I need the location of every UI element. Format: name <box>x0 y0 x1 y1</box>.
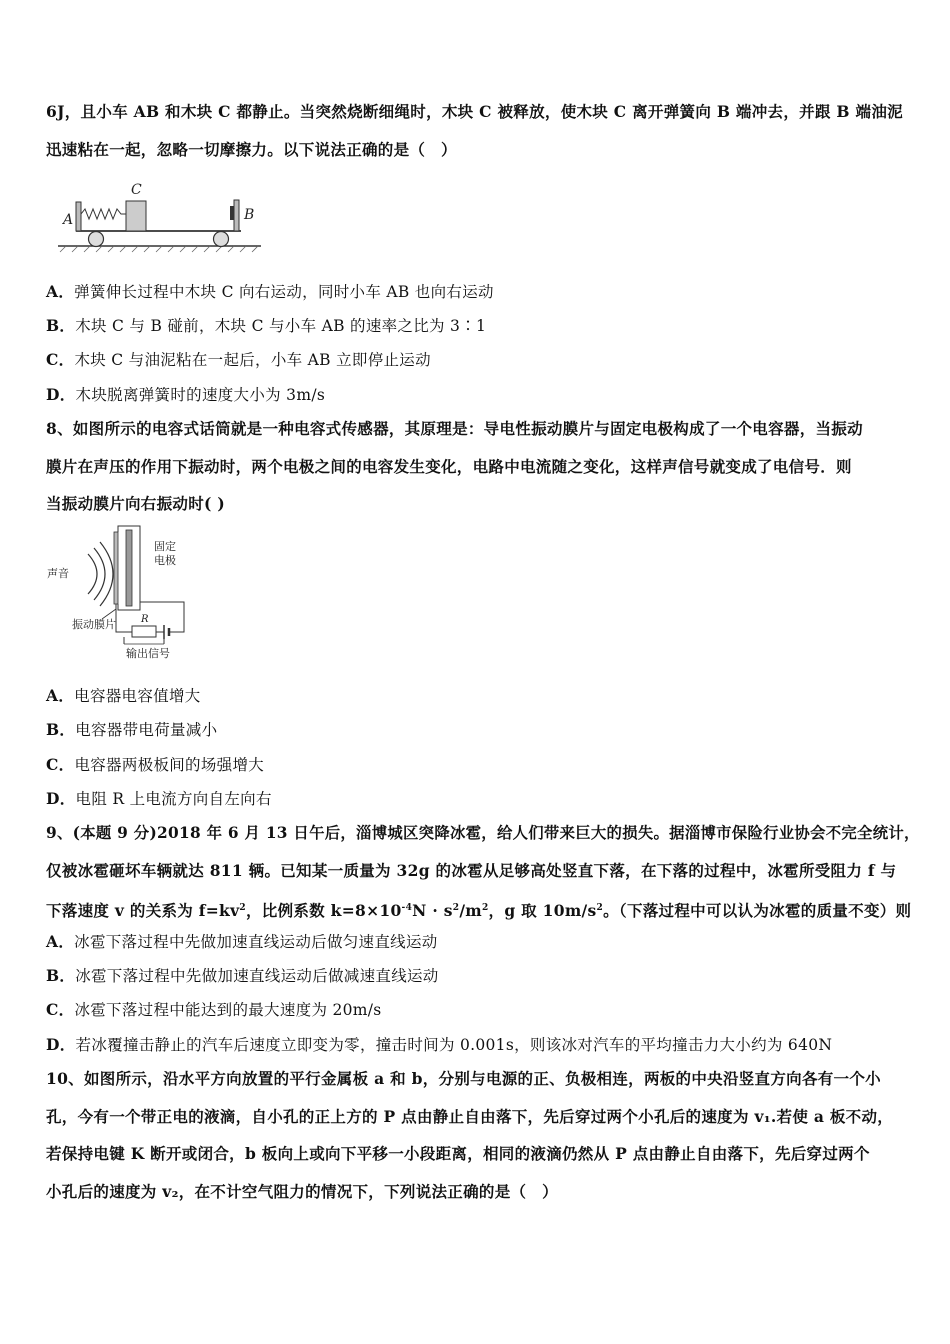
q10-stem-line1: 10、如图所示，沿水平方向放置的平行金属板 a 和 b，分别与电源的正、负极相连，两板的中央沿竖直方向各有一个小 <box>46 1069 881 1088</box>
wall-b <box>234 200 239 231</box>
q10-stem-line2: 孔，今有一个带正电的液滴，自小孔的正上方的 P 点由静止自由落下，先后穿过两个小孔后的速度为 v₁.若使 a 板不动， <box>46 1107 894 1126</box>
wall-a <box>76 202 81 231</box>
label-c: C <box>131 182 142 198</box>
wheel-right <box>214 232 229 247</box>
q9-option-b: B．冰雹下落过程中先做加速直线运动后做减速直线运动 <box>46 966 439 985</box>
membrane <box>114 532 118 604</box>
q8-stem-line2: 膜片在声压的作用下振动时，两个电极之间的电容发生变化，电路中电流随之变化，这样声信号就变成了电信号．则 <box>46 457 852 476</box>
label-fixed-2: 电极 <box>154 554 176 567</box>
putty-b <box>230 206 234 220</box>
fixed-electrode <box>126 530 132 606</box>
q9-stem-line1: 9、(本题 9 分)2018 年 6 月 13 日午后，淄博城区突降冰雹，给人们带来巨大的损失。据淄博市保险行业协会不完全统计， <box>46 823 920 842</box>
q7-stem-line1: 6J，且小车 AB 和木块 C 都静止。当突然烧断细绳时，木块 C 被释放，使木块 C 离开弹簧向 B 端冲去，并跟 B 端油泥 <box>46 102 903 121</box>
q8-option-a: A．电容器电容值增大 <box>46 686 201 705</box>
q10-stem-line4: 小孔后的速度为 v₂，在不计空气阻力的情况下，下列说法正确的是（ ） <box>46 1182 558 1201</box>
label-a: A <box>63 212 74 228</box>
q7-cart-figure <box>56 176 266 256</box>
label-output: 输出信号 <box>126 647 170 660</box>
q7-option-a: A．弹簧伸长过程中木块 C 向右运动，同时小车 AB 也向右运动 <box>46 282 494 301</box>
spring <box>81 209 126 219</box>
q7-stem-line2: 迅速粘在一起，忽略一切摩擦力。以下说法正确的是（ ） <box>46 140 457 159</box>
q8-option-b: B．电容器带电荷量减小 <box>46 720 218 739</box>
sound-waves <box>88 542 113 606</box>
q8-microphone-figure <box>44 524 204 664</box>
label-fixed-1: 固定 <box>154 540 176 553</box>
label-r: R <box>141 614 149 625</box>
resistor <box>132 626 156 637</box>
label-b: B <box>244 207 255 223</box>
ground-hatch <box>60 246 258 252</box>
q7-option-b: B．木块 C 与 B 碰前，木块 C 与小车 AB 的速率之比为 3∶1 <box>46 316 487 335</box>
q9-option-c: C．冰雹下落过程中能达到的最大速度为 20m/s <box>46 1000 382 1019</box>
q8-option-d: D．电阻 R 上电流方向自左向右 <box>46 789 272 808</box>
q9-option-d: D．若冰覆撞击静止的汽车后速度立即变为零，撞击时间为 0.001s，则该冰对汽车的平均撞击力大小约为 640N <box>46 1035 833 1054</box>
q7-option-c: C．木块 C 与油泥粘在一起后，小车 AB 立即停止运动 <box>46 350 431 369</box>
q7-option-d: D．木块脱离弹簧时的速度大小为 3m/s <box>46 385 326 404</box>
q8-stem-line1: 8、如图所示的电容式话筒就是一种电容式传感器，其原理是：导电性振动膜片与固定电极构成了一个电容器，当振动 <box>46 419 863 438</box>
q9-stem-line3: 下落速度 v 的关系为 $f=kv^2$，比例系数 $k=8\times 10^{-4}N \cdot s^2/m^2$，g 取 $10m/s^2$。（下落过程中可以认为冰雹的质量不变）则 <box>46 901 912 921</box>
q9-stem-line2: 仅被冰雹砸坏车辆就达 811 辆。已知某一质量为 32g 的冰雹从足够高处竖直下落，在下落的过程中，冰雹所受阻力 f 与 <box>46 861 897 880</box>
q9-option-a: A．冰雹下落过程中先做加速直线运动后做匀速直线运动 <box>46 932 438 951</box>
q8-stem-line3: 当振动膜片向右振动时( ) <box>46 494 225 513</box>
q10-stem-line3: 若保持电键 K 断开或闭合，b 板向上或向下平移一小段距离，相同的液滴仍然从 P 点由静止自由落下，先后穿过两个 <box>46 1144 870 1163</box>
q8-option-c: C．电容器两极板间的场强增大 <box>46 755 265 774</box>
label-membrane: 振动膜片 <box>72 618 116 631</box>
label-sound: 声音 <box>47 567 69 580</box>
wheel-left <box>89 232 104 247</box>
block-c <box>126 201 146 231</box>
